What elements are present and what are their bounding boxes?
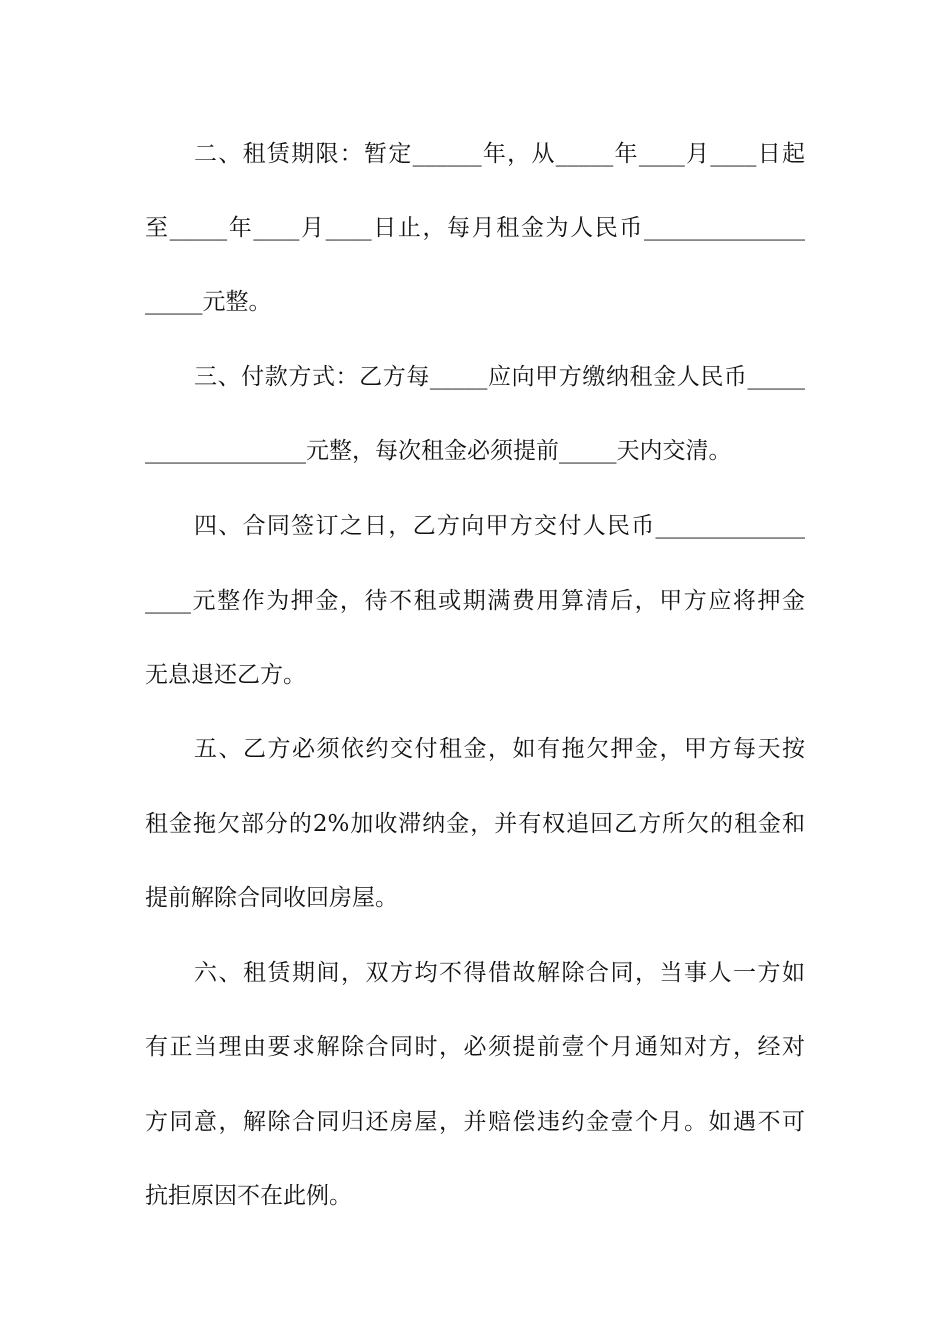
clause-6-line-1: 六、租赁期间，双方均不得借故解除合同，当事人一方如 [194, 960, 805, 986]
clause-5-line-2: 租金拖欠部分的2%加收滞纳金，并有权追回乙方所欠的租金和 [145, 811, 805, 837]
clause-5-line-3: 提前解除合同收回房屋。 [145, 885, 398, 911]
clause-6-line-2: 有正当理由要求解除合同时，必须提前壹个月通知对方，经对 [145, 1034, 805, 1060]
clause-6-line-3: 方同意，解除合同归还房屋，并赔偿违约金壹个月。如遇不可 [145, 1109, 805, 1135]
clause-3-line-2: ______________元整，每次租金必须提前_____天内交清。 [145, 438, 732, 464]
clause-2-line-2: 至_____年____月____日止，每月租金为人民币______________ [145, 215, 805, 241]
clause-5-line-1: 五、乙方必须依约交付租金，如有拖欠押金，甲方每天按 [194, 736, 805, 762]
clause-3-line-1: 三、付款方式：乙方每_____应向甲方缴纳租金人民币_____ [194, 364, 805, 390]
clause-2-line-1: 二、租赁期限：暂定______年，从_____年____月____日起 [194, 141, 805, 167]
clause-6-line-4: 抗拒原因不在此例。 [145, 1183, 352, 1209]
clause-2-line-3: _____元整。 [145, 289, 272, 315]
clause-4-line-1: 四、合同签订之日，乙方向甲方交付人民币_____________ [194, 513, 805, 539]
clause-4-line-3: 无息退还乙方。 [145, 662, 306, 688]
clause-4-line-2: ____元整作为押金，待不租或期满费用算清后，甲方应将押金 [145, 588, 805, 614]
